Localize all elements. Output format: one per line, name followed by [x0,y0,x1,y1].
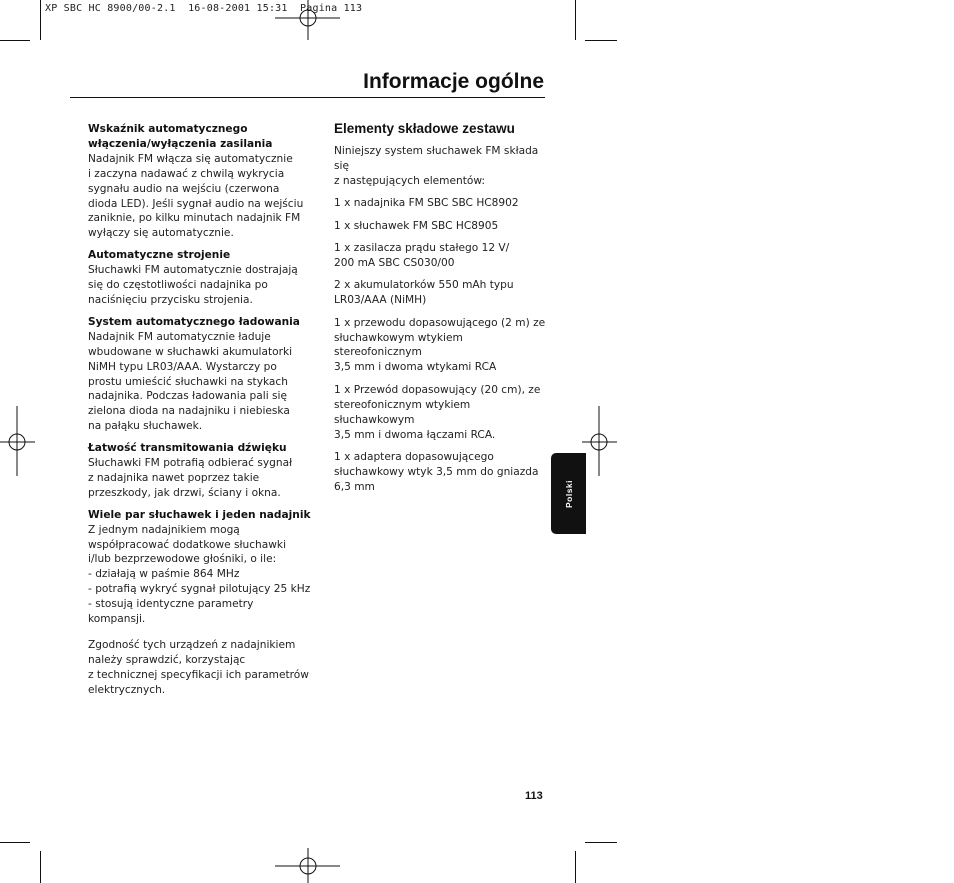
body-line: przeszkody, jak drzwi, ściany i okna. [88,486,281,499]
body-line: 3,5 mm i dwoma łączami RCA. [334,428,496,441]
registration-mark-left [0,406,35,476]
section-heading: Łatwość transmitowania dźwięku [88,442,287,455]
heading-line: Wskaźnik automatycznego [88,123,248,135]
body-line: z następujących elementów: [334,174,486,187]
section-auto-power [88,122,313,241]
section-title-components: Elementy składowe zestawu [334,121,515,136]
right-column [334,144,549,502]
component-item [334,450,549,495]
body-line: z technicznej specyfikacji ich parametrów [88,668,309,681]
title-rule [70,97,545,98]
section-heading: System automatycznego ładowania [88,315,300,328]
section-heading [88,122,313,152]
body-line: 6,3 mm [334,480,375,493]
body-line: z nadajnika nawet poprzez takie [88,471,260,484]
body-line: na pałąku słuchawek. [88,420,203,433]
body-line: i/lub bezprzewodowe głośniki, o ile: [88,553,277,566]
heading-line: włączenia/wyłączenia zasilania [88,137,273,150]
registration-mark-top [275,0,340,40]
body-line: i zaczyna nadawać z chwilą wykrycia [88,167,285,180]
body-line: 1 x adaptera dopasowującego [334,450,494,463]
body-line: wyłączy się automatycznie. [88,227,234,240]
body-line: dioda LED). Jeśli sygnał audio na wejściu [88,197,304,210]
body-line: nadajnika. Podczas ładowania pali się [88,390,288,403]
body-line: prostu umieścić słuchawki na stykach [88,375,288,388]
body-line: - działają w paśmie 864 MHz [88,568,240,581]
component-item [334,196,549,211]
body-line: - stosują identyczne parametry kompansji. [88,598,254,626]
body-line: Słuchawki FM potrafią odbierać sygnał [88,457,293,470]
body-line: 2 x akumulatorków 550 mAh typu [334,279,514,292]
registration-mark-right [582,406,617,476]
section-auto-charging [88,315,313,434]
body-line: NiMH typu LR03/AAA. Wystarczy po [88,360,277,373]
section-auto-tuning [88,248,313,308]
section-sound-transmission [88,441,313,501]
body-line: zielona dioda na nadajniku i niebieska [88,405,290,418]
body-line: Nadajnik FM automatycznie ładuje [88,330,271,343]
body-line: naciśnięciu przycisku strojenia. [88,293,253,306]
component-item [334,383,549,443]
component-item [334,278,549,308]
component-item [334,241,549,271]
body-line: elektrycznych. [88,683,166,696]
body-line: 1 x Przewód dopasowujący (20 cm), ze [334,383,541,396]
body-line: sygnału audio na wejściu (czerwona [88,182,280,195]
body-line: 1 x nadajnika FM SBC SBC HC8902 [334,197,519,210]
left-column [88,122,313,698]
closing-paragraph [88,638,313,698]
body-line: Niniejszy system słuchawek FM składa się [334,145,539,172]
body-line: Słuchawki FM automatycznie dostrajają [88,264,298,277]
body-line: wbudowane w słuchawki akumulatorki [88,345,293,358]
body-line: 1 x zasilacza prądu stałego 12 V/ [334,242,510,255]
page-number: 113 [525,790,543,802]
component-item [334,219,549,234]
body-line: stereofonicznym wtykiem słuchawkowym [334,398,471,426]
body-line: - potrafią wykryć sygnał pilotujący 25 kHz [88,583,311,596]
print-header: XP SBC HC 8900/00-2.1 16-08-2001 15:31 Pagina 113 [45,3,363,14]
body-line: słuchawkowym wtykiem stereofonicznym [334,331,463,359]
registration-mark-bottom [275,848,340,883]
components-intro [334,144,549,189]
body-line: współpracować dodatkowe słuchawki [88,538,287,551]
language-tab-label: Polski [563,479,574,508]
body-line: Z jednym nadajnikiem mogą [88,523,240,536]
component-item [334,316,549,376]
body-line: się do częstotliwości nadajnika po [88,279,268,292]
body-line: 1 x słuchawek FM SBC HC8905 [334,219,499,232]
body-line: 200 mA SBC CS030/00 [334,256,455,269]
language-tab [551,453,586,534]
body-line: 3,5 mm i dwoma wtykami RCA [334,361,497,374]
body-line: należy sprawdzić, korzystając [88,653,246,666]
body-line: 1 x przewodu dopasowującego (2 m) ze [334,316,546,329]
section-multiple-headphones [88,508,313,627]
page-title: Informacje ogólne [363,70,544,93]
section-heading: Automatyczne strojenie [88,249,231,262]
body-line: LR03/AAA (NiMH) [334,294,427,307]
body-line: słuchawkowy wtyk 3,5 mm do gniazda [334,465,539,478]
body-line: Zgodność tych urządzeń z nadajnikiem [88,639,296,651]
body-line: zaniknie, po kilku minutach nadajnik FM [88,212,301,225]
section-heading: Wiele par słuchawek i jeden nadajnik [88,508,311,521]
body-line: Nadajnik FM włącza się automatycznie [88,152,293,165]
